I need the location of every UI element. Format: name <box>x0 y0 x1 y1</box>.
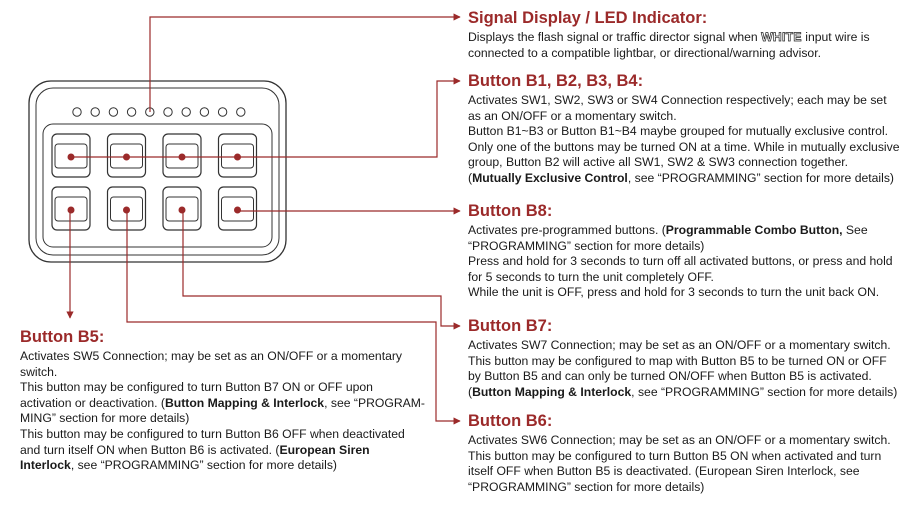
button-b1[interactable] <box>52 134 90 177</box>
led-indicator <box>127 108 135 116</box>
button-b5-section <box>20 328 425 474</box>
b5-desc-line: and turn itself ON when Button B6 is activated. (European Siren <box>20 442 370 457</box>
b8-desc-line: While the unit is OFF, press and hold for 3 seconds to turn the unit back ON. <box>468 285 880 300</box>
b1-b4-desc-line: as an ON/OFF or a momentary switch. <box>468 108 677 123</box>
button-b7-section <box>468 317 897 400</box>
b7-desc-line: This button may be configured to map with Button B5 to be turned ON or OFF <box>468 353 887 368</box>
b6-desc-line: itself OFF when Button B5 is deactivated. (European Siren Interlock, see <box>468 464 860 479</box>
b5-desc-line: Activates SW5 Connection; may be set as an ON/OFF or a momentary <box>20 349 403 363</box>
button-b2[interactable] <box>108 134 146 177</box>
white-wire-label: WHITE <box>761 30 802 44</box>
button-b5[interactable] <box>52 187 90 230</box>
button-b5-title: Button B5: <box>20 328 105 346</box>
led-indicator <box>182 108 190 116</box>
b5-desc-line: switch. <box>20 364 58 379</box>
b7-desc-line: by Button B5 and can only be turned ON/OFF when Button B5 is activated. <box>468 369 872 384</box>
led-indicator <box>91 108 99 116</box>
buttons-b1-b4-title: Button B1, B2, B3, B4: <box>468 72 644 90</box>
b5-desc-line: This button may be configured to turn Button B6 OFF when deactivated <box>20 426 405 441</box>
b8-desc-line: Press and hold for 3 seconds to turn off all activated buttons, or press and hold <box>468 254 893 269</box>
b5-desc-line: This button may be configured to turn Button B7 ON or OFF upon <box>20 380 373 395</box>
b5-desc-line: activation or deactivation. (Button Mapping & Interlock, see “PROGRAM- <box>20 395 425 410</box>
button-connection-dot <box>179 207 186 214</box>
button-connection-dot <box>68 207 75 214</box>
button-b7[interactable] <box>163 187 201 230</box>
button-b4[interactable] <box>219 134 257 177</box>
signal-desc-line: Displays the flash signal or traffic director signal when WHITE input wire is <box>468 30 870 44</box>
signal-led-section <box>468 9 870 61</box>
b8-desc-line: Activates pre-programmed buttons. (Programmable Combo Button, See <box>468 223 868 237</box>
b1-b4-desc-line: Button B1~B3 or Button B1~B4 maybe grouped for mutually exclusive control. <box>468 124 889 139</box>
button-connection-dot <box>234 207 241 214</box>
button-b8[interactable] <box>219 187 257 230</box>
led-indicator <box>109 108 117 116</box>
led-indicator <box>73 108 81 116</box>
button-b3[interactable] <box>163 134 201 177</box>
led-indicator <box>237 108 245 116</box>
led-indicator <box>218 108 226 116</box>
buttons-b1-b4-section <box>468 72 900 187</box>
control-panel-device <box>29 81 286 262</box>
b5-desc-line: Interlock, see “PROGRAMMING” section for more details) <box>20 458 337 473</box>
signal-led-title: Signal Display / LED Indicator: <box>468 9 708 27</box>
led-indicator <box>164 108 172 116</box>
b8-desc-line: for 5 seconds to turn the unit completely OFF. <box>468 269 714 284</box>
signal-desc-line: connected to a compatible lightbar, or directional/warning advisor. <box>468 45 821 60</box>
b6-desc-line: This button may be configured to turn Button B5 ON when activated and turn <box>468 448 882 463</box>
b6-desc-line: “PROGRAMMING” section for more details) <box>468 479 705 494</box>
b1-b4-desc-line: group, Button B2 will active all SW1, SW2 & SW3 connection together. <box>468 155 849 170</box>
button-b6-title: Button B6: <box>468 412 553 430</box>
led-indicator <box>200 108 208 116</box>
b1-b4-desc-line: (Mutually Exclusive Control, see “PROGRAMMING” section for more details) <box>468 170 894 185</box>
b1-b4-desc-line: Activates SW1, SW2, SW3 or SW4 Connection respectively; each may be set <box>468 93 887 107</box>
button-b6-section <box>468 412 891 495</box>
b1-b4-desc-line: Only one of the buttons may be turned ON at a time. While in mutually exclusive <box>468 139 900 154</box>
button-b7-title: Button B7: <box>468 317 553 335</box>
button-b8-section <box>468 202 893 301</box>
button-b8-title: Button B8: <box>468 202 553 220</box>
b7-desc-line: (Button Mapping & Interlock, see “PROGRAMMING” section for more details) <box>468 384 898 399</box>
b5-desc-line: MING” section for more details) <box>20 411 190 426</box>
b6-desc-line: Activates SW6 Connection; may be set as an ON/OFF or a momentary switch. <box>468 433 891 447</box>
b7-desc-line: Activates SW7 Connection; may be set as an ON/OFF or a momentary switch. <box>468 338 891 352</box>
b8-desc-line: “PROGRAMMING” section for more details) <box>468 238 705 253</box>
